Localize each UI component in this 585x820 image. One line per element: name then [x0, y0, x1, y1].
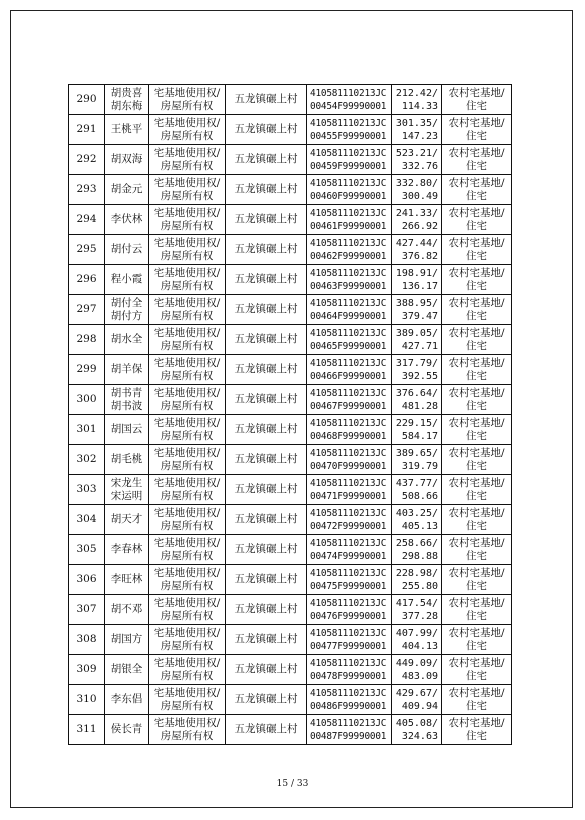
area-cell: 403.25/ 405.13 — [392, 505, 442, 535]
owner-name-cell: 胡不邓 — [105, 595, 149, 625]
row-number-cell: 311 — [69, 715, 105, 745]
unit-code-cell: 410581110213JC 00471F99990001 — [307, 475, 392, 505]
owner-name-cell: 侯长青 — [105, 715, 149, 745]
owner-name-cell: 胡金元 — [105, 175, 149, 205]
unit-code-cell: 410581110213JC 00454F99990001 — [307, 85, 392, 115]
row-number-cell: 303 — [69, 475, 105, 505]
row-number-cell: 293 — [69, 175, 105, 205]
owner-name-cell: 胡毛桃 — [105, 445, 149, 475]
row-number-cell: 298 — [69, 325, 105, 355]
unit-code-cell: 410581110213JC 00472F99990001 — [307, 505, 392, 535]
area-cell: 301.35/ 147.23 — [392, 115, 442, 145]
unit-code-cell: 410581110213JC 00464F99990001 — [307, 295, 392, 325]
row-number-cell: 305 — [69, 535, 105, 565]
right-type-cell: 宅基地使用权/ 房屋所有权 — [149, 445, 226, 475]
location-cell: 五龙镇碾上村 — [226, 445, 307, 475]
right-type-cell: 宅基地使用权/ 房屋所有权 — [149, 205, 226, 235]
area-cell: 405.08/ 324.63 — [392, 715, 442, 745]
owner-name-cell: 李春林 — [105, 535, 149, 565]
right-type-cell: 宅基地使用权/ 房屋所有权 — [149, 595, 226, 625]
table-row — [69, 205, 512, 235]
right-type-cell: 宅基地使用权/ 房屋所有权 — [149, 565, 226, 595]
land-use-cell: 农村宅基地/ 住宅 — [442, 715, 512, 745]
location-cell: 五龙镇碾上村 — [226, 535, 307, 565]
table-row — [69, 235, 512, 265]
location-cell: 五龙镇碾上村 — [226, 295, 307, 325]
row-number-cell: 297 — [69, 295, 105, 325]
unit-code-cell: 410581110213JC 00462F99990001 — [307, 235, 392, 265]
land-use-cell: 农村宅基地/ 住宅 — [442, 265, 512, 295]
unit-code-cell: 410581110213JC 00460F99990001 — [307, 175, 392, 205]
land-use-cell: 农村宅基地/ 住宅 — [442, 385, 512, 415]
table-row — [69, 145, 512, 175]
row-number-cell: 301 — [69, 415, 105, 445]
area-cell: 427.44/ 376.82 — [392, 235, 442, 265]
row-number-cell: 300 — [69, 385, 105, 415]
row-number-cell: 309 — [69, 655, 105, 685]
right-type-cell: 宅基地使用权/ 房屋所有权 — [149, 655, 226, 685]
unit-code-cell: 410581110213JC 00467F99990001 — [307, 385, 392, 415]
location-cell: 五龙镇碾上村 — [226, 655, 307, 685]
unit-code-cell: 410581110213JC 00486F99990001 — [307, 685, 392, 715]
land-use-cell: 农村宅基地/ 住宅 — [442, 685, 512, 715]
owner-name-cell: 李东倡 — [105, 685, 149, 715]
land-use-cell: 农村宅基地/ 住宅 — [442, 565, 512, 595]
table-row — [69, 685, 512, 715]
location-cell: 五龙镇碾上村 — [226, 385, 307, 415]
area-cell: 198.91/ 136.17 — [392, 265, 442, 295]
row-number-cell: 307 — [69, 595, 105, 625]
table-row — [69, 325, 512, 355]
table-row — [69, 715, 512, 745]
table-row — [69, 505, 512, 535]
land-use-cell: 农村宅基地/ 住宅 — [442, 415, 512, 445]
unit-code-cell: 410581110213JC 00459F99990001 — [307, 145, 392, 175]
land-use-cell: 农村宅基地/ 住宅 — [442, 115, 512, 145]
location-cell: 五龙镇碾上村 — [226, 175, 307, 205]
row-number-cell: 306 — [69, 565, 105, 595]
location-cell: 五龙镇碾上村 — [226, 595, 307, 625]
location-cell: 五龙镇碾上村 — [226, 325, 307, 355]
owner-name-cell: 胡国云 — [105, 415, 149, 445]
right-type-cell: 宅基地使用权/ 房屋所有权 — [149, 685, 226, 715]
unit-code-cell: 410581110213JC 00468F99990001 — [307, 415, 392, 445]
area-cell: 317.79/ 392.55 — [392, 355, 442, 385]
owner-name-cell: 胡天才 — [105, 505, 149, 535]
area-cell: 389.05/ 427.71 — [392, 325, 442, 355]
owner-name-cell: 胡双海 — [105, 145, 149, 175]
land-use-cell: 农村宅基地/ 住宅 — [442, 595, 512, 625]
right-type-cell: 宅基地使用权/ 房屋所有权 — [149, 505, 226, 535]
owner-name-cell: 王桃平 — [105, 115, 149, 145]
area-cell: 212.42/ 114.33 — [392, 85, 442, 115]
owner-name-cell: 李伏林 — [105, 205, 149, 235]
table-row — [69, 385, 512, 415]
right-type-cell: 宅基地使用权/ 房屋所有权 — [149, 415, 226, 445]
land-use-cell: 农村宅基地/ 住宅 — [442, 145, 512, 175]
owner-name-cell: 宋龙生 宋运明 — [105, 475, 149, 505]
right-type-cell: 宅基地使用权/ 房屋所有权 — [149, 145, 226, 175]
owner-name-cell: 胡贵喜 胡东梅 — [105, 85, 149, 115]
row-number-cell: 304 — [69, 505, 105, 535]
area-cell: 437.77/ 508.66 — [392, 475, 442, 505]
right-type-cell: 宅基地使用权/ 房屋所有权 — [149, 355, 226, 385]
unit-code-cell: 410581110213JC 00470F99990001 — [307, 445, 392, 475]
table-row — [69, 475, 512, 505]
area-cell: 258.66/ 298.88 — [392, 535, 442, 565]
right-type-cell: 宅基地使用权/ 房屋所有权 — [149, 295, 226, 325]
row-number-cell: 308 — [69, 625, 105, 655]
location-cell: 五龙镇碾上村 — [226, 505, 307, 535]
table-row — [69, 535, 512, 565]
unit-code-cell: 410581110213JC 00487F99990001 — [307, 715, 392, 745]
area-cell: 228.98/ 255.80 — [392, 565, 442, 595]
owner-name-cell: 胡书青 胡书波 — [105, 385, 149, 415]
land-use-cell: 农村宅基地/ 住宅 — [442, 655, 512, 685]
right-type-cell: 宅基地使用权/ 房屋所有权 — [149, 625, 226, 655]
right-type-cell: 宅基地使用权/ 房屋所有权 — [149, 235, 226, 265]
owner-name-cell: 胡羊保 — [105, 355, 149, 385]
row-number-cell: 292 — [69, 145, 105, 175]
land-use-cell: 农村宅基地/ 住宅 — [442, 235, 512, 265]
location-cell: 五龙镇碾上村 — [226, 85, 307, 115]
right-type-cell: 宅基地使用权/ 房屋所有权 — [149, 265, 226, 295]
location-cell: 五龙镇碾上村 — [226, 715, 307, 745]
area-cell: 449.09/ 483.09 — [392, 655, 442, 685]
location-cell: 五龙镇碾上村 — [226, 565, 307, 595]
owner-name-cell: 程小霞 — [105, 265, 149, 295]
owner-name-cell: 胡水全 — [105, 325, 149, 355]
right-type-cell: 宅基地使用权/ 房屋所有权 — [149, 715, 226, 745]
right-type-cell: 宅基地使用权/ 房屋所有权 — [149, 115, 226, 145]
unit-code-cell: 410581110213JC 00463F99990001 — [307, 265, 392, 295]
owner-name-cell: 胡付云 — [105, 235, 149, 265]
land-use-cell: 农村宅基地/ 住宅 — [442, 625, 512, 655]
table-row — [69, 175, 512, 205]
table-row — [69, 445, 512, 475]
unit-code-cell: 410581110213JC 00477F99990001 — [307, 625, 392, 655]
land-use-cell: 农村宅基地/ 住宅 — [442, 505, 512, 535]
right-type-cell: 宅基地使用权/ 房屋所有权 — [149, 85, 226, 115]
location-cell: 五龙镇碾上村 — [226, 265, 307, 295]
location-cell: 五龙镇碾上村 — [226, 625, 307, 655]
location-cell: 五龙镇碾上村 — [226, 355, 307, 385]
page-number: 15 / 33 — [276, 779, 309, 789]
land-use-cell: 农村宅基地/ 住宅 — [442, 205, 512, 235]
location-cell: 五龙镇碾上村 — [226, 205, 307, 235]
row-number-cell: 295 — [69, 235, 105, 265]
registry-table — [68, 84, 512, 745]
unit-code-cell: 410581110213JC 00465F99990001 — [307, 325, 392, 355]
area-cell: 388.95/ 379.47 — [392, 295, 442, 325]
unit-code-cell: 410581110213JC 00476F99990001 — [307, 595, 392, 625]
row-number-cell: 310 — [69, 685, 105, 715]
owner-name-cell: 胡银全 — [105, 655, 149, 685]
unit-code-cell: 410581110213JC 00455F99990001 — [307, 115, 392, 145]
land-use-cell: 农村宅基地/ 住宅 — [442, 475, 512, 505]
table-row — [69, 415, 512, 445]
area-cell: 332.80/ 300.49 — [392, 175, 442, 205]
row-number-cell: 299 — [69, 355, 105, 385]
right-type-cell: 宅基地使用权/ 房屋所有权 — [149, 535, 226, 565]
table-row — [69, 355, 512, 385]
area-cell: 376.64/ 481.28 — [392, 385, 442, 415]
unit-code-cell: 410581110213JC 00478F99990001 — [307, 655, 392, 685]
location-cell: 五龙镇碾上村 — [226, 415, 307, 445]
table-row — [69, 625, 512, 655]
table-row — [69, 595, 512, 625]
right-type-cell: 宅基地使用权/ 房屋所有权 — [149, 325, 226, 355]
unit-code-cell: 410581110213JC 00466F99990001 — [307, 355, 392, 385]
table-row — [69, 565, 512, 595]
table-row — [69, 85, 512, 115]
right-type-cell: 宅基地使用权/ 房屋所有权 — [149, 175, 226, 205]
row-number-cell: 290 — [69, 85, 105, 115]
land-use-cell: 农村宅基地/ 住宅 — [442, 355, 512, 385]
area-cell: 389.65/ 319.79 — [392, 445, 442, 475]
table-row — [69, 115, 512, 145]
land-use-cell: 农村宅基地/ 住宅 — [442, 175, 512, 205]
area-cell: 523.21/ 332.76 — [392, 145, 442, 175]
land-use-cell: 农村宅基地/ 住宅 — [442, 535, 512, 565]
area-cell: 417.54/ 377.28 — [392, 595, 442, 625]
table-row — [69, 295, 512, 325]
right-type-cell: 宅基地使用权/ 房屋所有权 — [149, 385, 226, 415]
table-row — [69, 655, 512, 685]
unit-code-cell: 410581110213JC 00474F99990001 — [307, 535, 392, 565]
unit-code-cell: 410581110213JC 00461F99990001 — [307, 205, 392, 235]
location-cell: 五龙镇碾上村 — [226, 115, 307, 145]
location-cell: 五龙镇碾上村 — [226, 235, 307, 265]
row-number-cell: 296 — [69, 265, 105, 295]
land-use-cell: 农村宅基地/ 住宅 — [442, 325, 512, 355]
row-number-cell: 302 — [69, 445, 105, 475]
location-cell: 五龙镇碾上村 — [226, 145, 307, 175]
right-type-cell: 宅基地使用权/ 房屋所有权 — [149, 475, 226, 505]
area-cell: 407.99/ 404.13 — [392, 625, 442, 655]
area-cell: 241.33/ 266.92 — [392, 205, 442, 235]
area-cell: 229.15/ 584.17 — [392, 415, 442, 445]
row-number-cell: 291 — [69, 115, 105, 145]
land-use-cell: 农村宅基地/ 住宅 — [442, 85, 512, 115]
unit-code-cell: 410581110213JC 00475F99990001 — [307, 565, 392, 595]
land-use-cell: 农村宅基地/ 住宅 — [442, 295, 512, 325]
location-cell: 五龙镇碾上村 — [226, 475, 307, 505]
land-use-cell: 农村宅基地/ 住宅 — [442, 445, 512, 475]
owner-name-cell: 胡国方 — [105, 625, 149, 655]
area-cell: 429.67/ 409.94 — [392, 685, 442, 715]
table-row — [69, 265, 512, 295]
owner-name-cell: 李旺林 — [105, 565, 149, 595]
owner-name-cell: 胡付全 胡付方 — [105, 295, 149, 325]
location-cell: 五龙镇碾上村 — [226, 685, 307, 715]
row-number-cell: 294 — [69, 205, 105, 235]
